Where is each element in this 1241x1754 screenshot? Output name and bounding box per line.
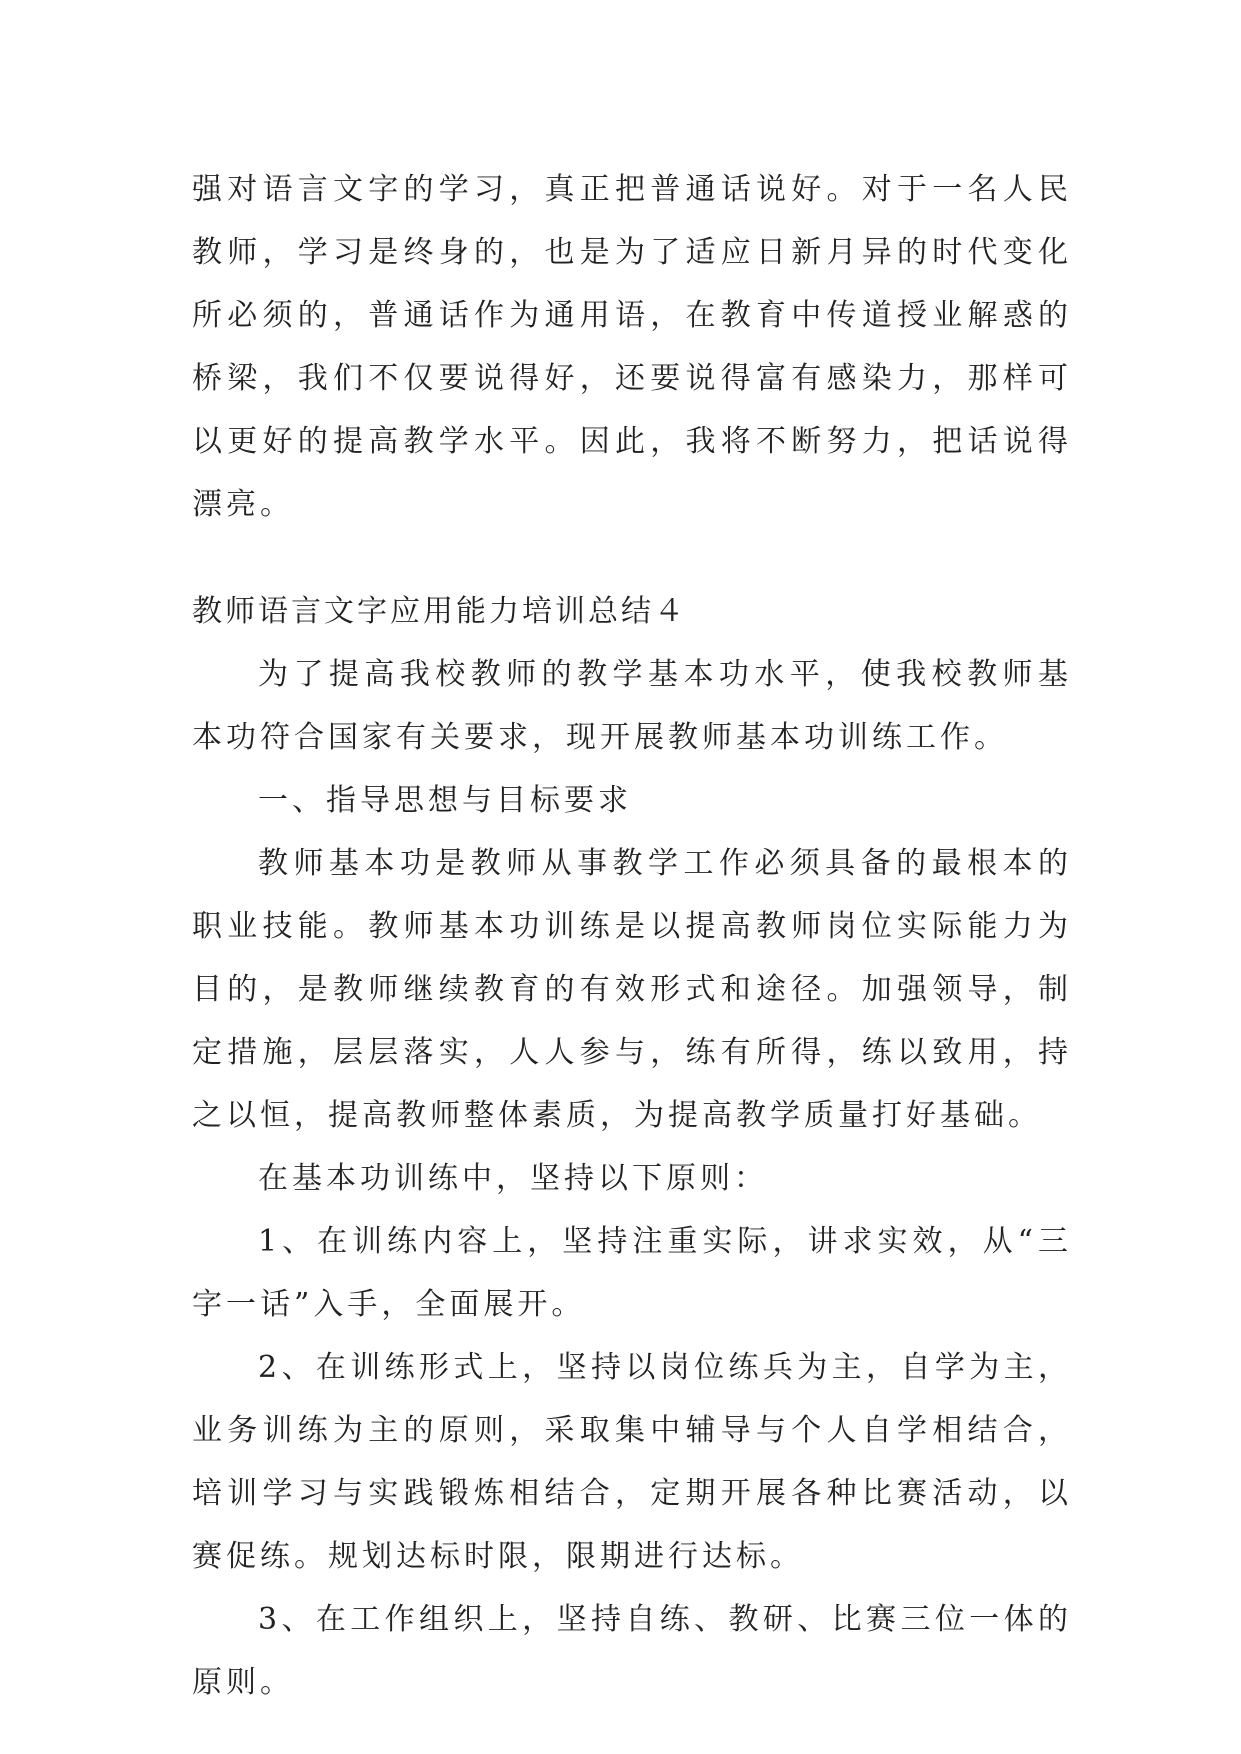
paragraph-principles-intro: 在基本功训练中，坚持以下原则： xyxy=(258,1161,768,1196)
paragraph-basic-skills: 教师基本功是教师从事教学工作必须具备的最根本的职业技能。教师基本功训练是以提高教师岗位实际能力为目的，是教师继续教育的有效形式和途径。加强领导，制定措施，层层落实，人人参与，练有所得，练以致用，持之以恒，提高教师整体素质，为提高教学质量打好基础。 xyxy=(192,846,1072,1133)
paragraph-intro: 为了提高我校教师的教学基本功水平，使我校教师基本功符合国家有关要求，现开展教师基本功训练工作。 xyxy=(192,657,1072,755)
subheading-guiding-thought: 一、指导思想与目标要求 xyxy=(258,783,632,818)
paragraph-continuation: 强对语言文字的学习，真正把普通话说好。对于一名人民教师，学习是终身的，也是为了适应日新月异的时代变化所必须的，普通话作为通用语，在教育中传道授业解惑的桥梁，我们不仅要说得好，还要说得富有感染力，那样可以更好的提高教学水平。因此，我将不断努力，把话说得漂亮。 xyxy=(192,172,1072,522)
principle-item-2: 2、在训练形式上，坚持以岗位练兵为主，自学为主，业务训练为主的原则，采取集中辅导与个人自学相结合，培训学习与实践锻炼相结合，定期开展各种比赛活动，以赛促练。规划达标时限，限期进行达标。 xyxy=(192,1350,1072,1574)
principle-item-3: 3、在工作组织上，坚持自练、教研、比赛三位一体的原则。 xyxy=(192,1602,1072,1700)
section-heading: 教师语言文字应用能力培训总结４ xyxy=(192,594,687,629)
document-body xyxy=(192,158,1072,1714)
principle-item-1: 1、在训练内容上，坚持注重实际，讲求实效，从“三字一话”入手，全面展开。 xyxy=(192,1224,1072,1322)
